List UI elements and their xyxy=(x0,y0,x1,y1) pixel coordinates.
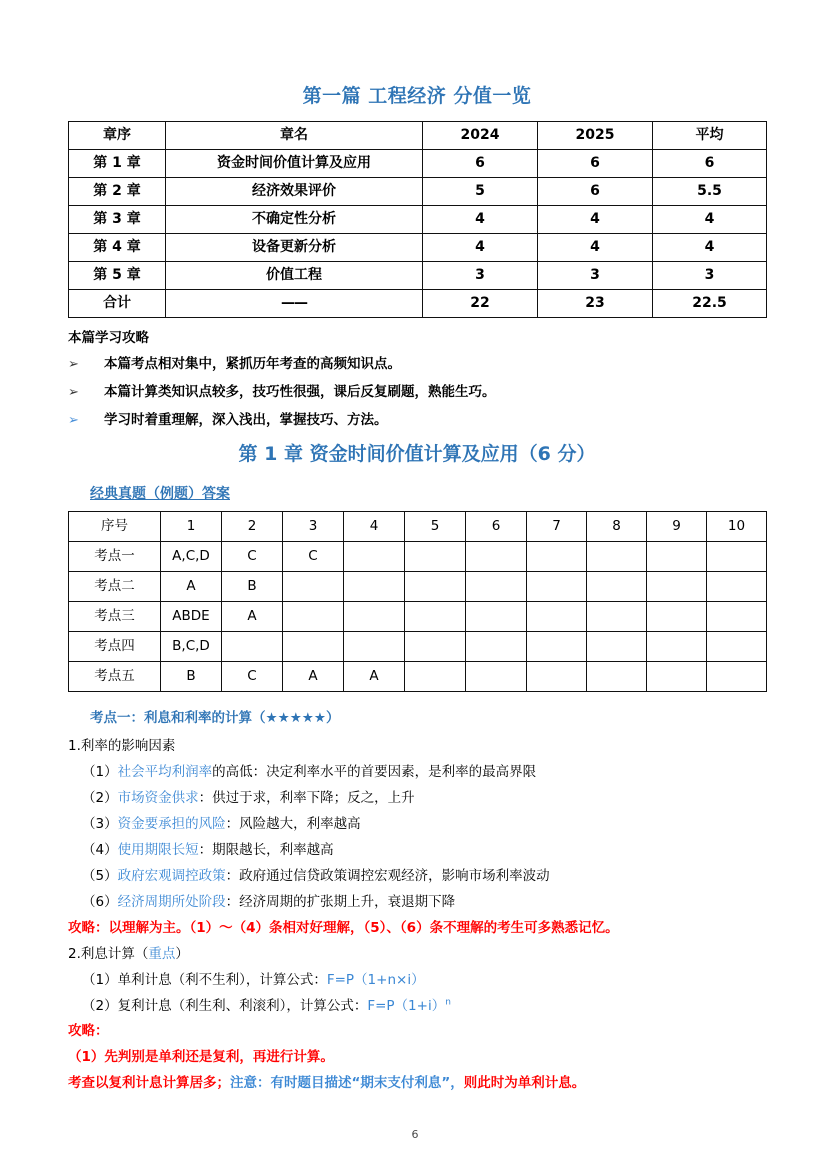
score-table-cell: 22 xyxy=(423,289,538,317)
score-table-cell: 第 3 章 xyxy=(69,205,166,233)
table-row xyxy=(69,261,767,289)
answer-table-cell xyxy=(647,662,707,692)
answer-table-header-cell: 序号 xyxy=(69,512,161,542)
section2-heading xyxy=(68,944,766,965)
score-table-cell: 4 xyxy=(538,233,653,261)
answer-table-cell xyxy=(527,542,587,572)
answer-table-row-label: 考点三 xyxy=(69,602,161,632)
answer-table-cell xyxy=(344,602,405,632)
score-table-header-cell: 章序 xyxy=(69,121,166,149)
section2-tip-title: 攻略： xyxy=(68,1023,109,1040)
list-item-text: ：供过于求，利率下降；反之，上升 xyxy=(198,790,415,807)
answer-table-cell xyxy=(466,602,527,632)
table-row xyxy=(69,177,767,205)
list-item-text: 的高低：决定利率水平的首要因素，是利率的最高界限 xyxy=(212,764,537,781)
answer-table-row-label: 考点五 xyxy=(69,662,161,692)
strategy-item xyxy=(68,352,766,372)
formula-text: F=P（1+i） xyxy=(367,997,446,1014)
list-item-text: ：风险越大，利率越高 xyxy=(225,816,361,833)
score-table-cell: 5.5 xyxy=(653,177,767,205)
score-table-cell: 6 xyxy=(423,149,538,177)
answer-table-cell: C xyxy=(222,542,283,572)
answer-table-cell xyxy=(647,632,707,662)
score-table-cell: 第 2 章 xyxy=(69,177,166,205)
chapter-title: 第 1 章 资金时间价值计算及应用（6 分） xyxy=(238,442,596,465)
score-table-cell: 资金时间价值计算及应用 xyxy=(166,149,423,177)
score-overview-table xyxy=(68,121,767,318)
answer-table-header-cell: 1 xyxy=(161,512,222,542)
score-table-cell: 经济效果评价 xyxy=(166,177,423,205)
score-table-cell: 22.5 xyxy=(653,289,767,317)
list-item-number: （2） xyxy=(82,997,118,1014)
strategy-item-label: 本篇计算类知识点较多，技巧性很强，课后反复刷题，熟能生巧。 xyxy=(104,383,496,400)
strategy-title: 本篇学习攻略 xyxy=(68,329,149,346)
answer-table-cell xyxy=(466,662,527,692)
list-item-number: （1） xyxy=(82,971,118,988)
table-row xyxy=(69,542,767,572)
score-table-cell: 4 xyxy=(653,205,767,233)
answer-table-cell xyxy=(587,572,647,602)
answer-table-cell xyxy=(222,632,283,662)
list-item-number: （5） xyxy=(82,867,118,884)
answer-table-cell xyxy=(707,542,767,572)
answer-table-cell: C xyxy=(283,542,344,572)
answer-table-cell xyxy=(405,572,466,602)
page-content xyxy=(68,84,766,1099)
score-table-cell: 第 4 章 xyxy=(69,233,166,261)
answer-table-cell xyxy=(587,602,647,632)
list-item-text: ：期限越长，利率越高 xyxy=(198,842,334,859)
answer-table-header-cell: 6 xyxy=(466,512,527,542)
score-table-cell: 6 xyxy=(538,177,653,205)
answer-table-cell xyxy=(527,602,587,632)
interest-formula-item xyxy=(82,970,766,991)
list-item-text: 单利计息（利不生利），计算公式： xyxy=(117,971,327,988)
section2-heading-suffix: ） xyxy=(175,945,189,962)
answer-table-cell: A xyxy=(161,572,222,602)
answers-heading: 经典真题（例题）答案 xyxy=(90,486,230,503)
answer-table-cell xyxy=(587,632,647,662)
score-table-header-cell: 2025 xyxy=(538,121,653,149)
score-table-cell: 不确定性分析 xyxy=(166,205,423,233)
score-table-cell: 23 xyxy=(538,289,653,317)
answer-table-cell xyxy=(405,542,466,572)
answer-table-header-cell: 10 xyxy=(707,512,767,542)
answer-table-cell: A xyxy=(283,662,344,692)
list-item-keyword: 市场资金供求 xyxy=(117,790,199,807)
section2-item-list xyxy=(68,970,766,1017)
strategy-item xyxy=(68,380,766,400)
section2-heading-prefix: 2.利息计算（ xyxy=(68,945,149,962)
answer-table-cell xyxy=(587,662,647,692)
factor-list-item xyxy=(82,814,766,835)
answer-table-cell xyxy=(527,572,587,602)
factor-list-item xyxy=(82,892,766,913)
score-table-header-cell: 章名 xyxy=(166,121,423,149)
score-table-cell: 设备更新分析 xyxy=(166,233,423,261)
answer-table-cell xyxy=(707,632,767,662)
list-item-text: ：经济周期的扩张期上升，衰退期下降 xyxy=(225,893,456,910)
list-item-keyword: 政府宏观调控政策 xyxy=(117,867,226,884)
answer-table-row-label: 考点一 xyxy=(69,542,161,572)
answer-table-cell xyxy=(647,602,707,632)
answer-table-row-label: 考点二 xyxy=(69,572,161,602)
score-table-cell: 第 5 章 xyxy=(69,261,166,289)
arrow-bullet-icon: ➢ xyxy=(68,384,79,400)
answer-table-cell xyxy=(707,662,767,692)
answer-table-row-label: 考点四 xyxy=(69,632,161,662)
score-table-cell: 第 1 章 xyxy=(69,149,166,177)
answer-table-cell: ABDE xyxy=(161,602,222,632)
strategy-list xyxy=(68,352,766,428)
section2-tip-last-red1: 考查以复利计息计算居多； xyxy=(68,1075,230,1092)
score-table-cell: —— xyxy=(166,289,423,317)
formula-exponent: n xyxy=(445,997,451,1008)
answer-table-cell xyxy=(344,632,405,662)
answer-table-cell xyxy=(344,572,405,602)
score-table-cell: 3 xyxy=(653,261,767,289)
arrow-bullet-icon: ➢ xyxy=(68,356,79,372)
factor-list-item xyxy=(82,840,766,861)
section2-tip-last xyxy=(68,1073,766,1094)
list-item-number: （3） xyxy=(82,816,118,833)
answer-table-cell xyxy=(707,602,767,632)
kaodian-one-heading: 考点一：利息和利率的计算（★★★★★） xyxy=(90,710,340,727)
section2-heading-key: 重点 xyxy=(148,945,176,962)
answer-table-cell xyxy=(647,542,707,572)
score-table-cell: 4 xyxy=(423,205,538,233)
answer-table-cell xyxy=(405,632,466,662)
score-table-header-cell: 2024 xyxy=(423,121,538,149)
answer-table-header-cell: 9 xyxy=(647,512,707,542)
strategy-item xyxy=(68,408,766,428)
table-row xyxy=(69,572,767,602)
answer-table-header-cell: 5 xyxy=(405,512,466,542)
table-row xyxy=(69,149,767,177)
section2-tip-last-blue: 注意：有时题目描述“期末支付利息”， xyxy=(230,1075,464,1092)
answer-table-cell: A,C,D xyxy=(161,542,222,572)
answer-table-cell xyxy=(647,572,707,602)
answer-table-cell xyxy=(344,542,405,572)
page-title: 第一篇 工程经济 分值一览 xyxy=(302,85,532,107)
score-table-cell: 6 xyxy=(653,149,767,177)
table-row xyxy=(69,233,767,261)
answer-table-cell: A xyxy=(344,662,405,692)
answer-table-cell xyxy=(466,572,527,602)
section1-heading: 1.利率的影响因素 xyxy=(68,738,176,755)
list-item-keyword: 使用期限长短 xyxy=(117,842,199,859)
answer-table-cell: C xyxy=(222,662,283,692)
factor-list-item xyxy=(82,866,766,887)
answer-table-header-cell: 8 xyxy=(587,512,647,542)
answer-table-cell xyxy=(707,572,767,602)
answer-table-cell xyxy=(283,632,344,662)
list-item-text: ：政府通过信贷政策调控宏观经济，影响市场利率波动 xyxy=(225,867,550,884)
page-number: 6 xyxy=(411,1128,419,1141)
factor-list-item xyxy=(82,788,766,809)
table-row xyxy=(69,632,767,662)
score-table-cell: 价值工程 xyxy=(166,261,423,289)
score-table-cell: 4 xyxy=(538,205,653,233)
factor-list-item xyxy=(82,762,766,783)
answer-table-header-cell: 3 xyxy=(283,512,344,542)
score-table-cell: 合计 xyxy=(69,289,166,317)
list-item-number: （6） xyxy=(82,893,118,910)
table-row xyxy=(69,602,767,632)
answer-table-cell xyxy=(405,602,466,632)
answer-table-header-cell: 2 xyxy=(222,512,283,542)
table-row xyxy=(69,662,767,692)
score-table-cell: 3 xyxy=(423,261,538,289)
answer-table-cell: B xyxy=(222,572,283,602)
answer-table-cell: B xyxy=(161,662,222,692)
section1-tip: 攻略：以理解为主。（1）～（4）条相对好理解，（5）、（6）条不理解的考生可多熟悉记忆。 xyxy=(68,919,619,936)
answer-table-cell xyxy=(527,632,587,662)
table-row xyxy=(69,205,767,233)
score-table-cell: 4 xyxy=(423,233,538,261)
list-item-number: （2） xyxy=(82,790,118,807)
answer-table-header-cell: 7 xyxy=(527,512,587,542)
formula-text: F=P（1+n×i） xyxy=(326,971,425,988)
answer-table-cell xyxy=(283,602,344,632)
answer-table-cell: B,C,D xyxy=(161,632,222,662)
section2-tip-item: （1）先判别是单利还是复利，再进行计算。 xyxy=(68,1049,334,1066)
table-row xyxy=(69,289,767,317)
answer-table-cell xyxy=(405,662,466,692)
strategy-item-label: 本篇考点相对集中，紧抓历年考查的高频知识点。 xyxy=(104,355,401,372)
score-table-cell: 3 xyxy=(538,261,653,289)
score-table-cell: 5 xyxy=(423,177,538,205)
answer-table-cell xyxy=(527,662,587,692)
section2-tip-last-red2: 则此时为单利计息。 xyxy=(463,1075,586,1092)
answer-table-header-cell: 4 xyxy=(344,512,405,542)
list-item-number: （4） xyxy=(82,842,118,859)
strategy-item-label: 学习时着重理解，深入浅出，掌握技巧、方法。 xyxy=(104,411,388,428)
answer-table-cell: A xyxy=(222,602,283,632)
answer-table-cell xyxy=(466,632,527,662)
score-table-cell: 6 xyxy=(538,149,653,177)
exam-answers-table xyxy=(68,511,767,692)
list-item-text: 复利计息（利生利、利滚利），计算公式： xyxy=(117,997,368,1014)
interest-formula-item xyxy=(82,996,766,1017)
score-table-header-cell: 平均 xyxy=(653,121,767,149)
answer-table-cell xyxy=(587,542,647,572)
section1-item-list xyxy=(68,762,766,913)
list-item-keyword: 社会平均利润率 xyxy=(117,764,213,781)
table-header-row xyxy=(69,512,767,542)
arrow-bullet-icon: ➢ xyxy=(68,412,79,428)
answer-table-cell xyxy=(283,572,344,602)
list-item-keyword: 资金要承担的风险 xyxy=(117,816,226,833)
table-header-row xyxy=(69,121,767,149)
answer-table-cell xyxy=(466,542,527,572)
score-table-cell: 4 xyxy=(653,233,767,261)
list-item-keyword: 经济周期所处阶段 xyxy=(117,893,226,910)
list-item-number: （1） xyxy=(82,764,118,781)
